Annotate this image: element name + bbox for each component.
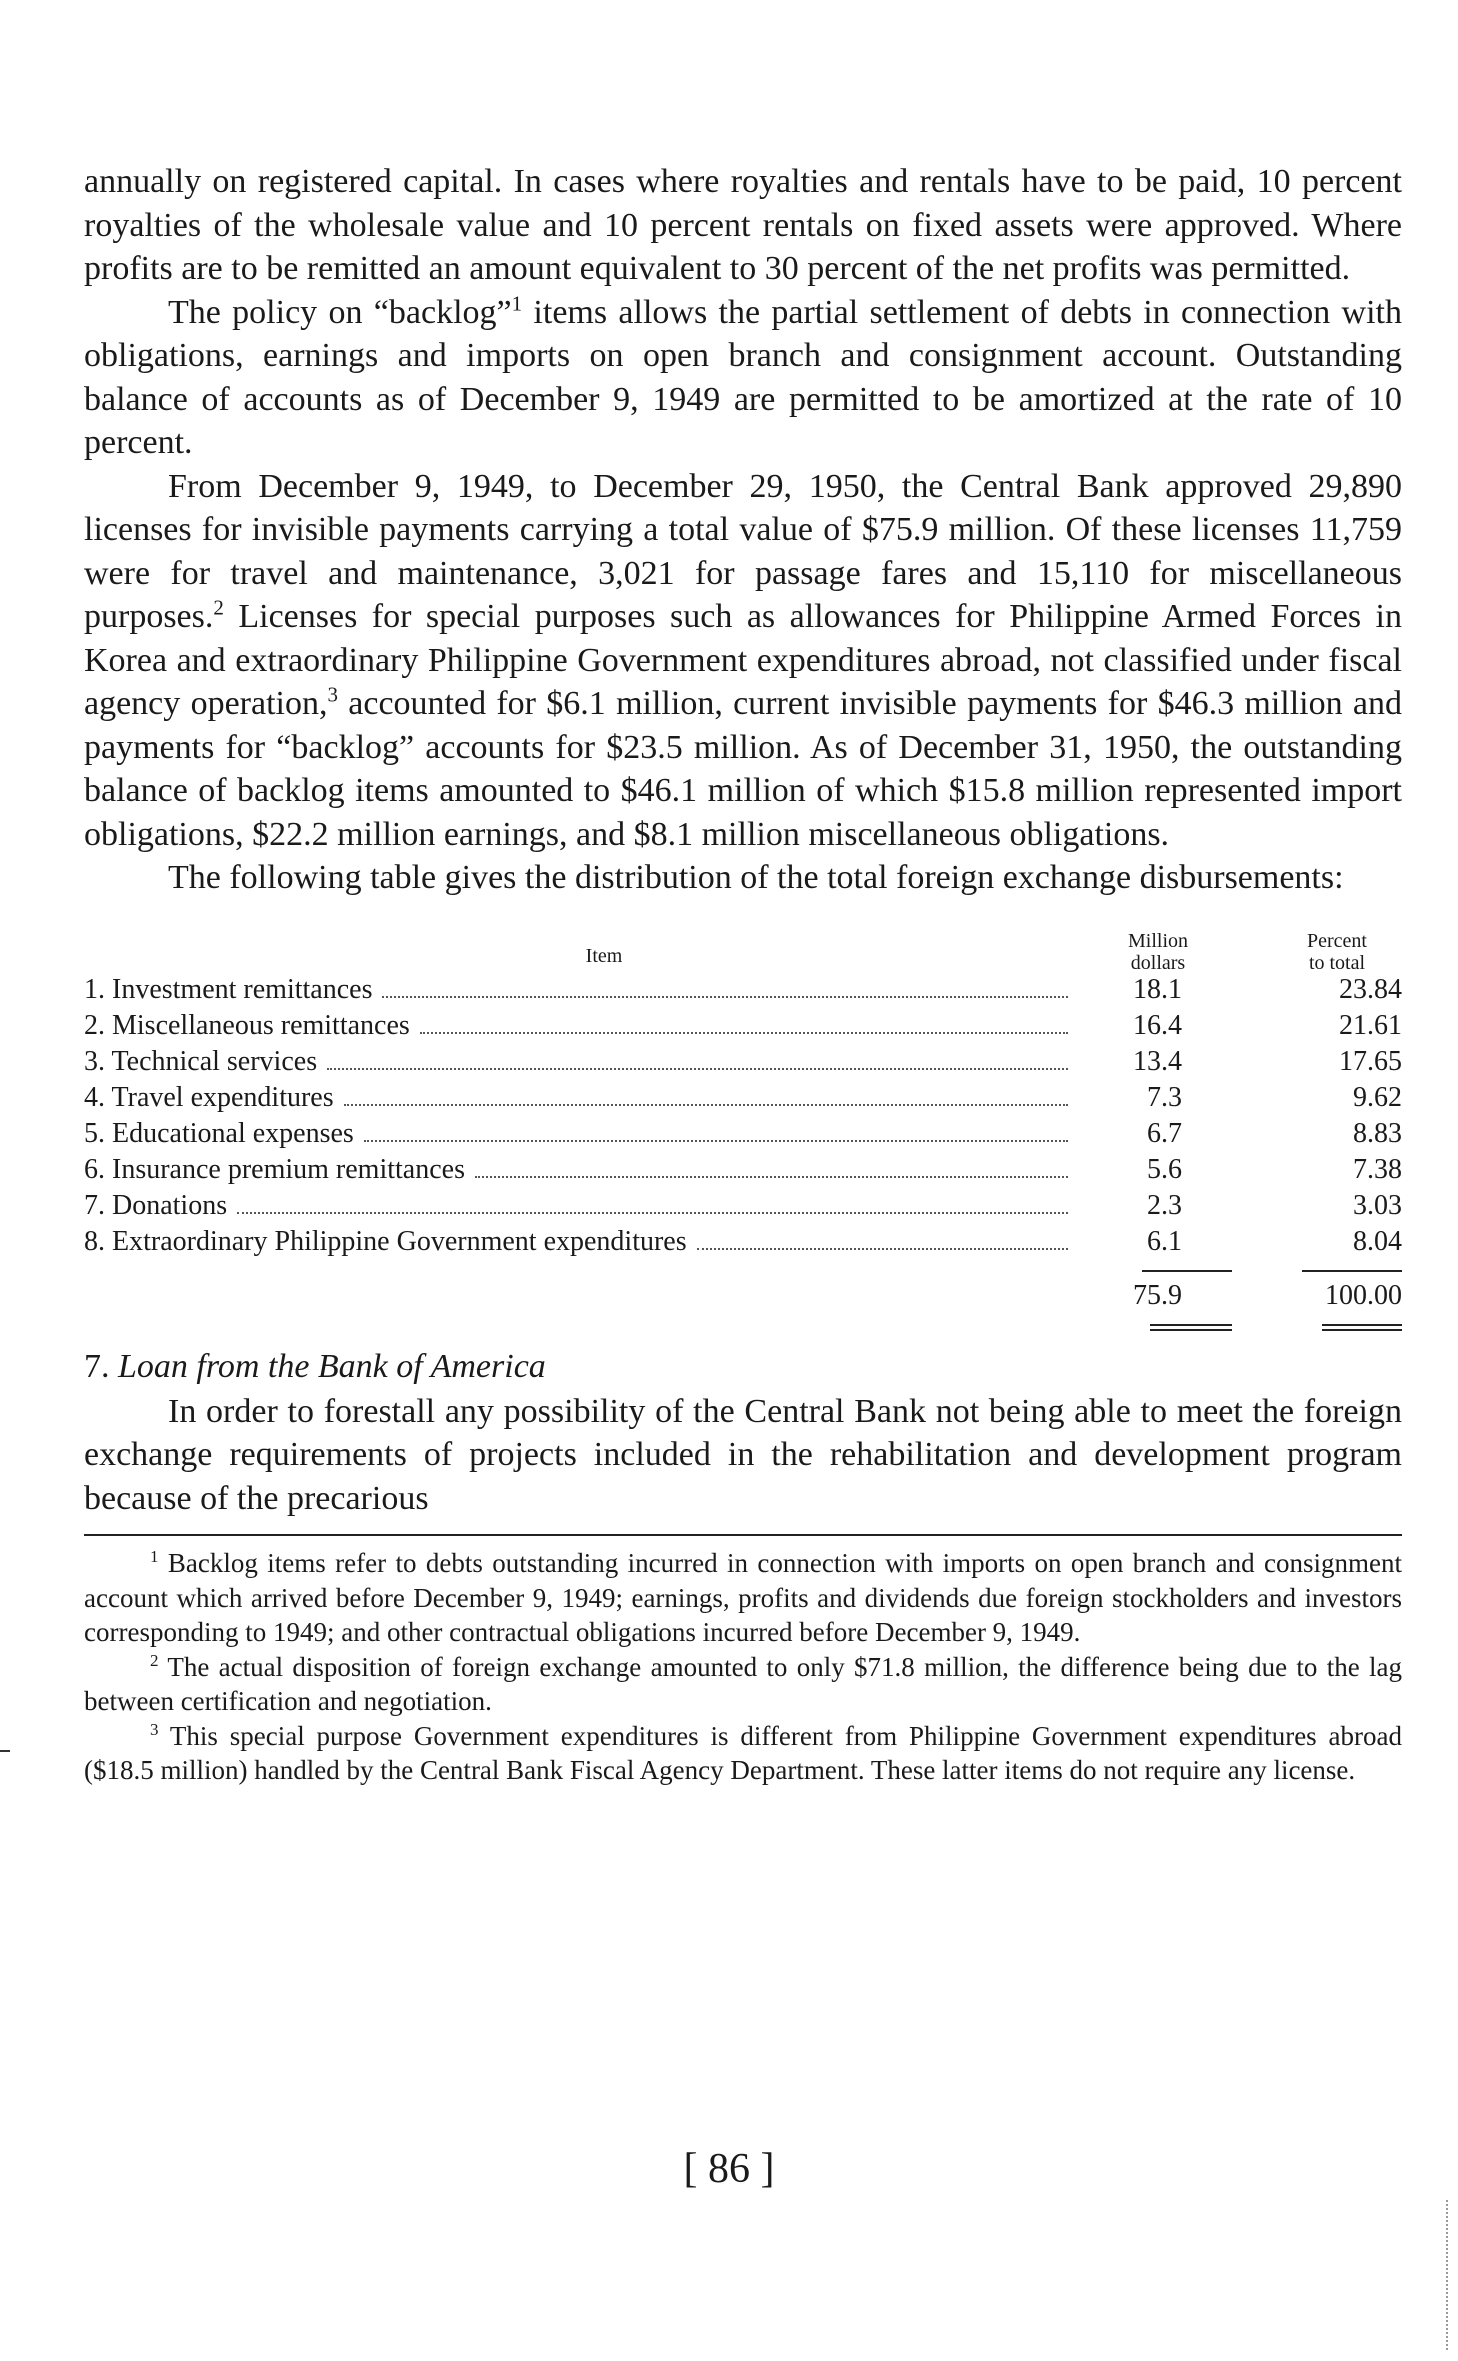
row-value: 13.4 [1133, 1045, 1182, 1077]
dot-leader [420, 1032, 1068, 1034]
row-percent: 7.38 [1353, 1153, 1402, 1185]
header-line: Percent [1307, 929, 1367, 952]
margin-mark [0, 1750, 10, 1752]
subtotal-rule [84, 1262, 1402, 1280]
row-percent: 3.03 [1353, 1189, 1402, 1221]
footnote-mark: 2 [150, 1650, 159, 1670]
paragraph-licenses [84, 465, 1402, 857]
paragraph-loan: In order to forestall any possibility of the Central Bank not being able to meet the foreign exchange requirements of projects included in the rehabilitation and development program because of the precarious [84, 1392, 1402, 1517]
table-row [84, 1154, 1402, 1190]
row-value: 18.1 [1133, 973, 1182, 1005]
footnote-3 [84, 1719, 1402, 1788]
row-item [84, 1190, 1074, 1222]
section-number: 7. [84, 1347, 110, 1385]
total-percent: 100.00 [1325, 1279, 1402, 1311]
table-total-row [84, 1280, 1402, 1320]
row-item [84, 1010, 1074, 1042]
page-number: [ 86 ] [683, 2146, 775, 2192]
footnote-text: Backlog items refer to debts outstanding incurred in connection with imports on open branch and consignment account which arrived before December 9, 1949; earnings, profits and dividends due foreign stockholders and investors corresponding to 1949; and other contractual obligations incurred before December 9, 1949. [84, 1548, 1402, 1647]
paragraph-royalties: annually on registered capital. In cases where royalties and rentals have to be paid, 10 percent royalties of the wholesale value and 10 percent rentals on fixed assets were approved. Where profits are to be remitted an amount equivalent to 30 percent of the net profits was permitted. [84, 163, 1402, 287]
rule-line [1302, 1270, 1402, 1272]
footnote-ref-2: 2 [213, 595, 224, 620]
paragraph-table-intro: The following table gives the distribution of the total foreign exchange disbursements: [168, 859, 1344, 896]
row-value: 16.4 [1133, 1009, 1182, 1041]
dot-leader [382, 996, 1068, 998]
row-value: 2.3 [1147, 1189, 1182, 1221]
footnote-text: This special purpose Government expenditures is different from Philippine Government expenditures abroad ($18.5 million) handled by the Central Bank Fiscal Agency Department. These latter items do not require any license. [84, 1720, 1402, 1785]
row-label: 6. Insurance premium remittances [84, 1153, 465, 1185]
double-rule-line [1150, 1324, 1232, 1331]
document-page [84, 160, 1402, 1788]
section-heading [84, 1348, 1402, 1386]
total-double-rule [84, 1320, 1402, 1336]
row-percent: 9.62 [1353, 1081, 1402, 1113]
binding-edge [1446, 2200, 1452, 2350]
table-row [84, 1046, 1402, 1082]
table-row [84, 974, 1402, 1010]
row-label: 5. Educational expenses [84, 1117, 354, 1149]
row-item [84, 1046, 1074, 1078]
table-row [84, 1118, 1402, 1154]
row-label: 4. Travel expenditures [84, 1081, 334, 1113]
row-label: 2. Miscellaneous remittances [84, 1009, 410, 1041]
row-label: 7. Donations [84, 1189, 228, 1221]
header-line: to total [1308, 951, 1366, 974]
row-percent: 21.61 [1339, 1009, 1402, 1041]
row-percent: 8.83 [1353, 1117, 1402, 1149]
row-value: 6.7 [1147, 1117, 1182, 1149]
dot-leader [344, 1104, 1068, 1106]
footnote-text: The actual disposition of foreign exchange amounted to only $71.8 million, the difference being due to the lag between certification and negotiation. [84, 1651, 1402, 1716]
text-run: The policy on “backlog” [168, 293, 512, 331]
row-label: 1. Investment remittances [84, 973, 373, 1005]
row-label: 8. Extraordinary Philippine Government expenditures [84, 1225, 687, 1257]
row-item [84, 1118, 1074, 1150]
table-row [84, 1082, 1402, 1118]
row-item [84, 1082, 1074, 1114]
header-item: Item [585, 944, 623, 967]
row-percent: 8.04 [1353, 1225, 1402, 1257]
row-item [84, 974, 1074, 1006]
dot-leader [327, 1068, 1068, 1070]
table-row [84, 1226, 1402, 1262]
row-item [84, 1226, 1074, 1258]
table-header [84, 914, 1402, 974]
footnote-divider [84, 1534, 1402, 1536]
dot-leader [364, 1140, 1068, 1142]
text-run: From December 9, 1949, to December 29, 1950, the Central Bank approved 29,890 licenses for invisible payments carrying a total value of $75.9 million. Of these licenses 11,759 were for travel and maintenance, 3,021 for passage fares and 15,110 for miscellaneous purposes. [84, 467, 1402, 635]
header-line: Million [1127, 929, 1188, 952]
section-title: Loan from the Bank of America [118, 1347, 546, 1385]
table-row [84, 1190, 1402, 1226]
header-million-dollars [1084, 930, 1232, 974]
text-run: Licenses for special purposes such as allowances for Philippine Armed Forces in Korea and extraordinary Philippine Government expenditures abroad, not classified under fiscal agency operation, [84, 598, 1402, 722]
footnote-ref-3: 3 [327, 682, 338, 707]
row-value: 5.6 [1147, 1153, 1182, 1185]
text-run: items allows the partial settlement of debts in connection with obligations, earnings and imports on open branch and consignment account. Outstanding balance of accounts as of December 9, 1949 are permitted to be amortized at the rate of 10 percent. [84, 293, 1402, 461]
row-value: 7.3 [1147, 1081, 1182, 1113]
footnote-mark: 3 [150, 1719, 159, 1739]
paragraph-backlog-policy [84, 291, 1402, 465]
row-label: 3. Technical services [84, 1045, 318, 1077]
row-percent: 23.84 [1339, 973, 1402, 1005]
dot-leader [475, 1176, 1068, 1178]
row-percent: 17.65 [1339, 1045, 1402, 1077]
dot-leader [237, 1212, 1068, 1214]
disbursements-table [84, 914, 1402, 1336]
footnote-1 [84, 1546, 1402, 1650]
footnote-2 [84, 1650, 1402, 1719]
double-rule-line [1322, 1324, 1402, 1331]
total-value: 75.9 [1133, 1279, 1182, 1311]
footnote-ref-1: 1 [511, 291, 523, 316]
header-percent [1232, 930, 1402, 974]
row-item [84, 1154, 1074, 1186]
dot-leader [697, 1248, 1068, 1250]
header-line: dollars [1130, 951, 1186, 974]
table-row [84, 1010, 1402, 1046]
footnote-mark: 1 [150, 1547, 159, 1566]
rule-line [1142, 1270, 1232, 1272]
text-run: accounted for $6.1 million, current invisible payments for $46.3 million and payments for “backlog” accounts for $23.5 million. As of December 31, 1950, the outstanding balance of backlog items amounted to $46.1 million of which $15.8 million represented import obligations, $22.2 million earnings, and $8.1 million miscellaneous obligations. [84, 685, 1403, 853]
row-value: 6.1 [1147, 1225, 1182, 1257]
